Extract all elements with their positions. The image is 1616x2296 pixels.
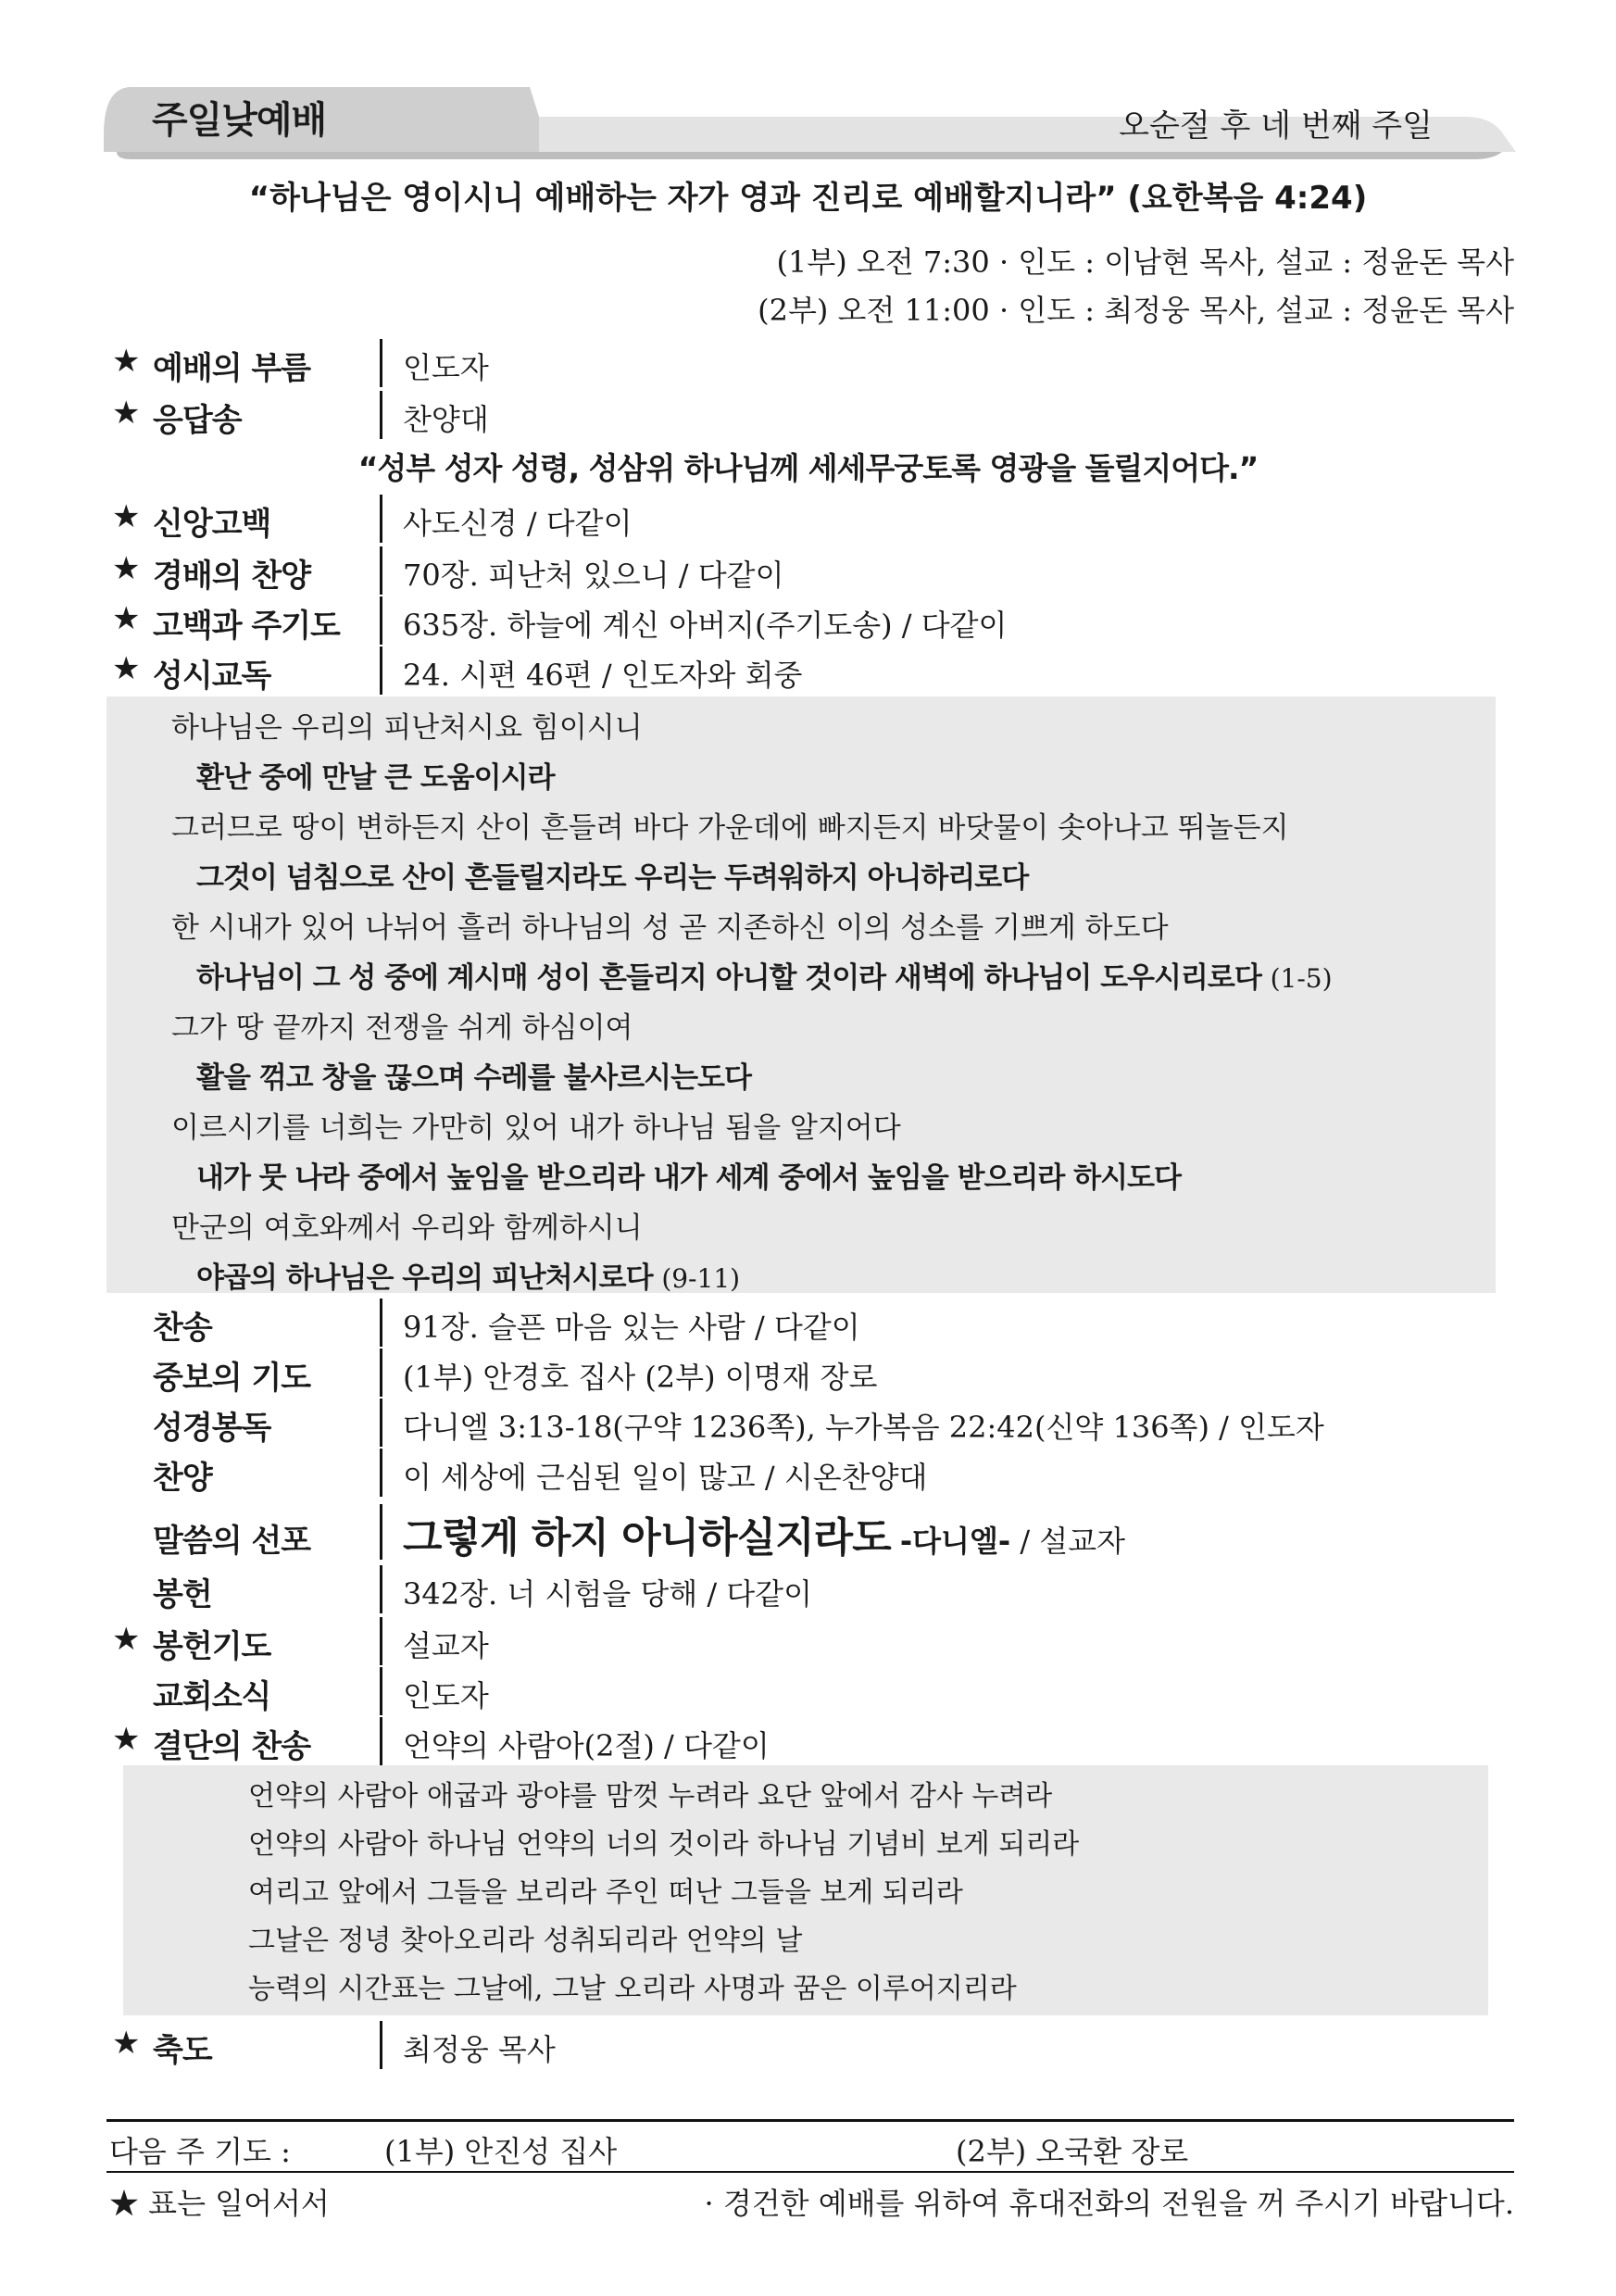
order-label: 교회소식 — [153, 1678, 271, 1715]
reading-leader-line: 이르시기를 너희는 가만히 있어 내가 하나님 됨을 알지어다 — [171, 1111, 901, 1145]
standing-star-icon: ★ — [112, 395, 141, 432]
footer-rule-top — [106, 2119, 1514, 2122]
hymn-lyric-line: 언약의 사람아 하나님 언약의 너의 것이라 하나님 기념비 보게 되리라 — [248, 1828, 1080, 1861]
divider — [380, 495, 382, 543]
order-label: 봉헌 — [153, 1576, 212, 1613]
next-week-prayer-second: (2부) 오국환 장로 — [956, 2134, 1189, 2169]
order-label: 신앙고백 — [153, 506, 271, 543]
reading-text: 야곱의 하나님은 우리의 피난처시로다 — [196, 1261, 653, 1295]
order-label: 결단의 찬송 — [153, 1728, 311, 1765]
reading-leader-line: 그가 땅 끝까지 전쟁을 쉬게 하심이여 — [171, 1011, 633, 1045]
divider — [380, 1504, 382, 1560]
order-row-intercession — [106, 1349, 1496, 1397]
divider — [380, 646, 382, 695]
order-content: (1부) 안경호 집사 (2부) 이명재 장로 — [403, 1360, 878, 1395]
order-content: 인도자 — [403, 1678, 489, 1713]
order-label: 경배의 찬양 — [153, 558, 311, 595]
order-row-announcements — [106, 1667, 1496, 1715]
reading-leader-line: 하나님은 우리의 피난처시요 힘이시니 — [171, 711, 643, 745]
standing-star-icon: ★ — [112, 498, 141, 535]
standing-note: ★ 표는 일어서서 — [109, 2186, 330, 2221]
reading-congregation-line — [196, 954, 1333, 996]
order-label: 찬송 — [153, 1310, 212, 1347]
order-row-praise — [106, 546, 1496, 595]
order-content: 찬양대 — [403, 402, 489, 437]
divider — [380, 1717, 382, 1765]
reading-congregation-line: 그것이 넘침으로 산이 흔들릴지라도 우리는 두려워하지 아니하리로다 — [196, 861, 1029, 895]
standing-star-icon: ★ — [112, 343, 141, 380]
order-label: 말씀의 선포 — [153, 1523, 311, 1560]
service-first: (1부) 오전 7:30 · 인도 : 이남현 목사, 설교 : 정윤돈 목사 — [776, 245, 1514, 280]
order-content: 342장. 너 시험을 당해 / 다같이 — [403, 1576, 813, 1612]
sermon-line — [403, 1504, 1125, 1563]
next-week-prayer-label: 다음 주 기도 : — [109, 2134, 291, 2169]
order-row-anthem — [106, 1449, 1496, 1497]
order-row-benediction — [106, 2021, 1496, 2069]
standing-star-icon: ★ — [112, 650, 141, 687]
order-row-creed — [106, 495, 1496, 543]
next-week-prayer-first: (1부) 안진성 집사 — [384, 2134, 618, 2169]
order-label: 성시교독 — [153, 658, 271, 695]
order-content: 70장. 피난처 있으니 / 다같이 — [403, 558, 784, 593]
hymn-lyric-line: 언약의 사람아 애굽과 광야를 맘껏 누려라 요단 앞에서 감사 누려라 — [248, 1780, 1053, 1813]
standing-star-icon: ★ — [112, 1721, 141, 1758]
standing-star-icon: ★ — [112, 550, 141, 587]
order-row-commitment-hymn — [106, 1717, 1496, 1765]
order-row-offering-prayer — [106, 1617, 1496, 1665]
page-header — [104, 80, 1516, 159]
divider — [380, 1299, 382, 1347]
order-content: 이 세상에 근심된 일이 많고 / 시온찬양대 — [403, 1460, 928, 1495]
reading-leader-line: 만군의 여호와께서 우리와 함께하시니 — [171, 1211, 643, 1245]
order-label: 축도 — [153, 2032, 212, 2069]
theme-verse: “하나님은 영이시니 예배하는 자가 영과 진리로 예배할지니라” (요한복음 4:24) — [248, 180, 1368, 217]
order-row-offering — [106, 1565, 1496, 1613]
hymn-lyric-line: 여리고 앞에서 그들을 보리라 주인 떠난 그들을 보게 되리라 — [248, 1876, 963, 1909]
order-content: 사도신경 / 다같이 — [403, 506, 633, 541]
order-row-call-to-worship — [106, 339, 1496, 387]
reading-leader-line: 그러므로 땅이 변하든지 산이 흔들려 바다 가운데에 빠지든지 바닷물이 솟아나고 뛰놀든지 — [171, 811, 1289, 845]
service-second: (2부) 오전 11:00 · 인도 : 최정웅 목사, 설교 : 정윤돈 목사 — [758, 293, 1514, 328]
divider — [380, 1349, 382, 1397]
reading-leader-line: 한 시내가 있어 나뉘어 흘러 하나님의 성 곧 지존하신 이의 성소를 기쁘게 하도다 — [171, 911, 1169, 945]
standing-star-icon: ★ — [112, 1621, 141, 1658]
phone-notice: · 경건한 예배를 위하여 휴대전화의 전원을 꺼 주시기 바랍니다. — [704, 2186, 1514, 2221]
sermon-preacher: / 설교자 — [1020, 1524, 1126, 1559]
header-title: 주일낮예배 — [152, 99, 327, 142]
reading-congregation-line — [196, 1254, 740, 1296]
standing-star-icon: ★ — [112, 2025, 141, 2062]
sermon-book: -다니엘- — [899, 1524, 1011, 1559]
order-label: 예배의 부름 — [153, 350, 311, 387]
order-label: 고백과 주기도 — [153, 608, 340, 645]
order-content: 다니엘 3:13-18(구약 1236쪽), 누가복음 22:42(신약 136쪽) / 인도자 — [403, 1410, 1324, 1445]
divider — [380, 1399, 382, 1447]
order-content: 24. 시편 46편 / 인도자와 회중 — [403, 658, 803, 693]
order-content: 인도자 — [403, 350, 489, 385]
order-row-response — [106, 391, 1496, 439]
standing-star-icon: ★ — [112, 600, 141, 637]
order-row-hymn — [106, 1299, 1496, 1347]
order-row-responsive-reading — [106, 646, 1496, 695]
hymn-lyric-line: 능력의 시간표는 그날에, 그날 오리라 사명과 꿈은 이루어지리라 — [248, 1973, 1017, 2005]
reading-reference: (9-11) — [661, 1263, 741, 1294]
order-content: 91장. 슬픈 마음 있는 사람 / 다같이 — [403, 1310, 860, 1345]
hymn-lyric-line: 그날은 정녕 찾아오리라 성취되리라 언약의 날 — [248, 1925, 803, 1957]
order-content: 언약의 사람아(2절) / 다같이 — [403, 1728, 770, 1763]
divider — [380, 546, 382, 595]
reading-congregation-line: 환난 중에 만날 큰 도움이시라 — [196, 761, 555, 795]
divider — [380, 1667, 382, 1715]
order-content: 설교자 — [403, 1628, 489, 1663]
order-content: 최정웅 목사 — [403, 2032, 556, 2067]
divider — [380, 596, 382, 645]
reading-text: 하나님이 그 성 중에 계시매 성이 흔들리지 아니할 것이라 새벽에 하나님이 도우시리로다 — [196, 961, 1261, 995]
divider — [380, 2021, 382, 2069]
reading-reference: (1-5) — [1270, 963, 1333, 994]
sermon-title: 그렇게 하지 아니하실지라도 — [403, 1514, 891, 1562]
order-row-scripture — [106, 1399, 1496, 1447]
order-row-lords-prayer — [106, 596, 1496, 645]
divider — [380, 1565, 382, 1613]
divider — [380, 391, 382, 439]
order-label: 봉헌기도 — [153, 1628, 271, 1665]
order-label: 중보의 기도 — [153, 1360, 311, 1397]
divider — [380, 1617, 382, 1665]
divider — [380, 1449, 382, 1497]
order-label: 찬양 — [153, 1460, 212, 1497]
order-label: 성경봉독 — [153, 1410, 271, 1447]
order-label: 응답송 — [153, 402, 242, 439]
reading-congregation-line: 활을 꺾고 창을 끊으며 수레를 불사르시는도다 — [196, 1061, 751, 1095]
header-subtitle: 오순절 후 네 번째 주일 — [1119, 107, 1433, 144]
order-row-sermon — [106, 1504, 1496, 1560]
divider — [380, 339, 382, 387]
reading-congregation-line: 내가 뭇 나라 중에서 높임을 받으리라 내가 세계 중에서 높임을 받으리라 하시도다 — [196, 1161, 1181, 1195]
doxology-quote: “성부 성자 성령, 성삼위 하나님께 세세무궁토록 영광을 돌릴지어다.” — [357, 450, 1259, 486]
footer-rule-bottom — [106, 2171, 1514, 2173]
order-content: 635장. 하늘에 계신 아버지(주기도송) / 다같이 — [403, 608, 1008, 643]
